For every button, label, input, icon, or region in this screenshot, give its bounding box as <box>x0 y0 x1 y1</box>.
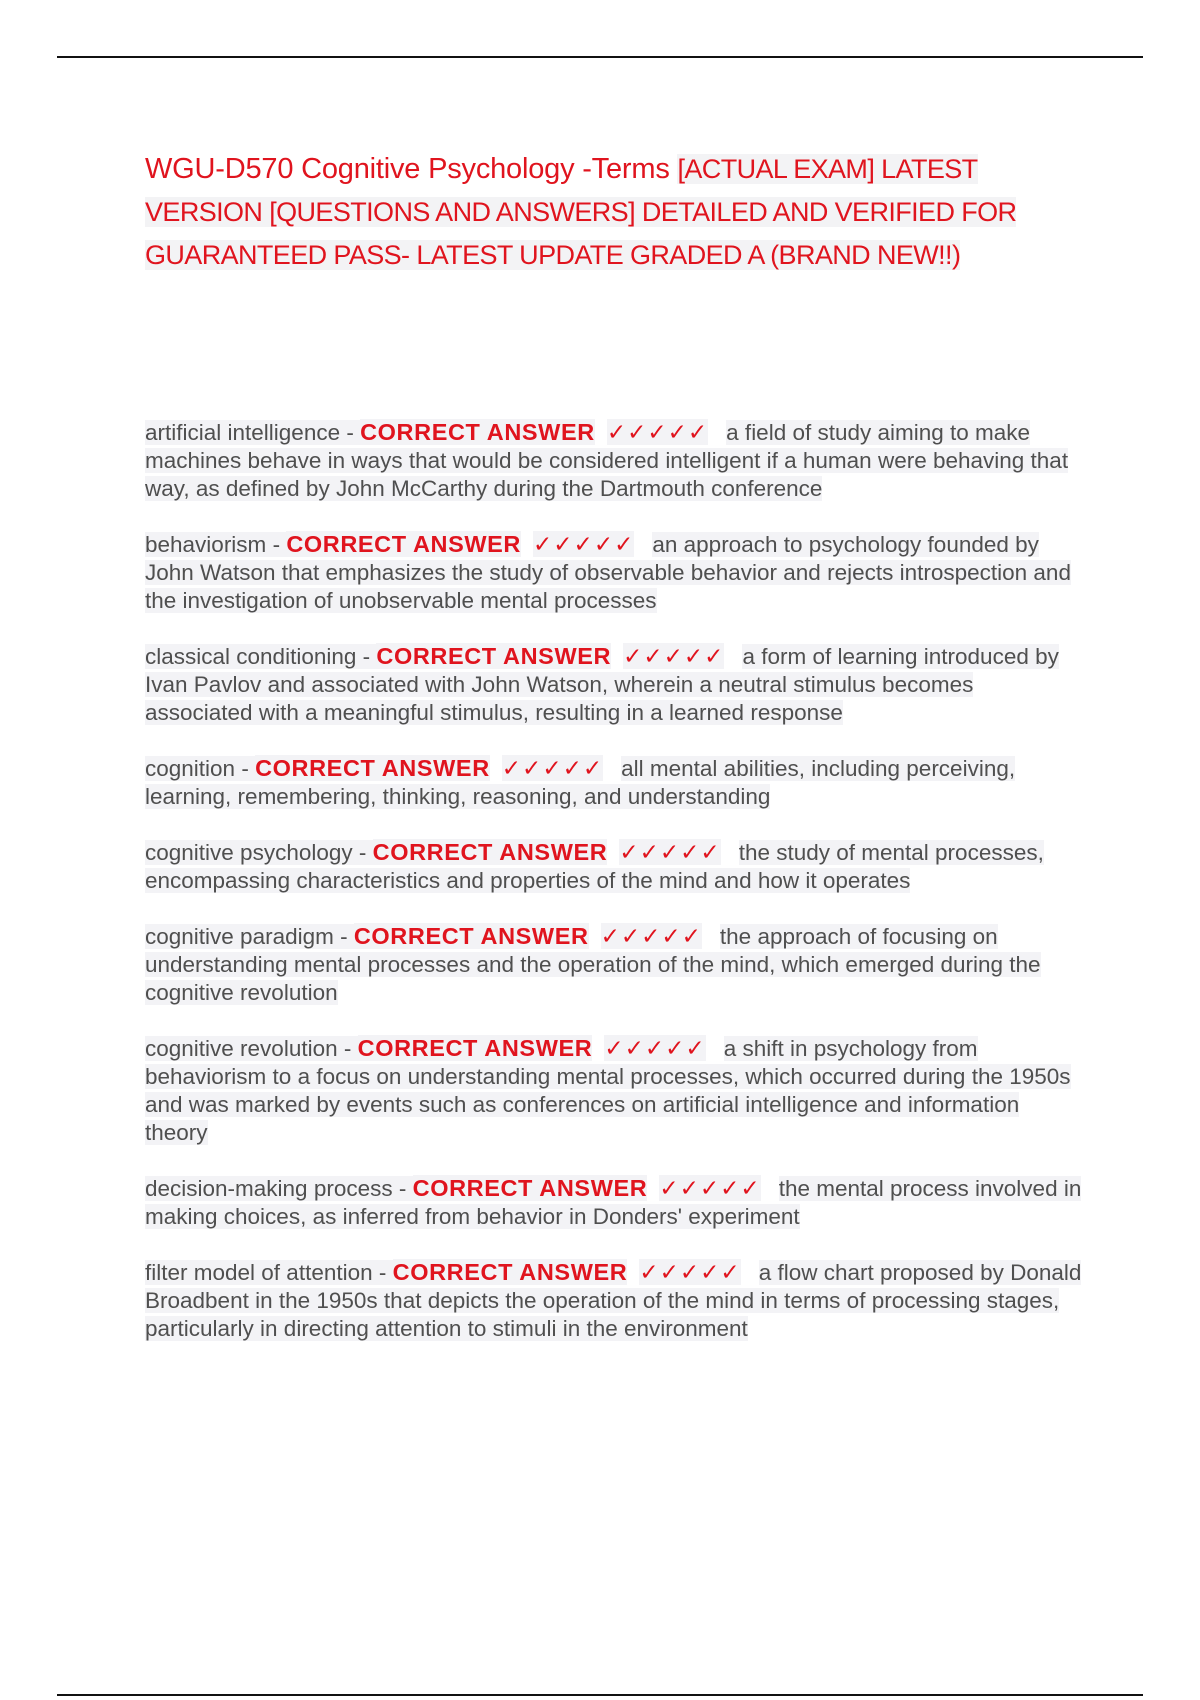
definition: a field of study aiming to make machines behave in ways that would be considered intelligent if a human were behaving that way, as defined by John McCarthy during the Dartmouth conference <box>145 420 1069 501</box>
definition: the mental process involved in making choices, as inferred from behavior in Donders' experiment <box>145 1176 1082 1229</box>
term-entry <box>145 642 1085 727</box>
separator: - <box>356 644 377 669</box>
separator: - <box>333 924 354 949</box>
correct-answer-label: CORRECT ANSWER <box>412 1175 648 1201</box>
title-rest: [ACTUAL EXAM] LATEST VERSION [QUESTIONS AND ANSWERS] DETAILED AND VERIFIED FOR GUARANTEED PASS- LATEST UPDATE GRADED A (BRAND NEW!!) <box>145 154 1017 270</box>
term: classical conditioning <box>145 644 357 669</box>
separator: - <box>392 1176 413 1201</box>
top-rule <box>57 56 1143 58</box>
definition: a form of learning introduced by Ivan Pavlov and associated with John Watson, wherein a neutral stimulus becomes associated with a meaningful stimulus, resulting in a learned response <box>145 644 1059 725</box>
document-title <box>145 148 1085 277</box>
checkmarks-icon: ✓✓✓✓✓ <box>619 839 721 865</box>
definition: an approach to psychology founded by John Watson that emphasizes the study of observable behavior and rejects introspection and the investigation of unobservable mental processes <box>145 532 1071 613</box>
separator: - <box>337 1036 358 1061</box>
term-entry <box>145 418 1085 503</box>
term: cognition <box>145 756 236 781</box>
checkmarks-icon: ✓✓✓✓✓ <box>533 531 635 557</box>
definition: the approach of focusing on understanding mental processes and the operation of the mind, which emerged during the cognitive revolution <box>145 924 1041 1005</box>
correct-answer-label: CORRECT ANSWER <box>357 1035 593 1061</box>
definition: all mental abilities, including perceiving, learning, remembering, thinking, reasoning, and understanding <box>145 756 1016 809</box>
definition: the study of mental processes, encompassing characteristics and properties of the mind and how it operates <box>145 840 1044 893</box>
correct-answer-label: CORRECT ANSWER <box>360 419 595 445</box>
term-entry <box>145 1034 1085 1147</box>
correct-answer-label: CORRECT ANSWER <box>392 1259 628 1285</box>
term-entry <box>145 530 1085 615</box>
correct-answer-label: CORRECT ANSWER <box>353 923 589 949</box>
checkmarks-icon: ✓✓✓✓✓ <box>501 755 604 781</box>
separator: - <box>340 420 361 445</box>
checkmarks-icon: ✓✓✓✓✓ <box>639 1259 741 1285</box>
correct-answer-label: CORRECT ANSWER <box>255 755 490 781</box>
term-entry <box>145 1258 1085 1343</box>
separator: - <box>266 532 287 557</box>
correct-answer-label: CORRECT ANSWER <box>372 839 608 865</box>
term: artificial intelligence <box>145 420 341 445</box>
term: cognitive paradigm <box>145 924 334 949</box>
term: cognitive psychology <box>145 840 353 865</box>
term-entry <box>145 838 1085 895</box>
term-entry <box>145 922 1085 1007</box>
separator: - <box>235 756 256 781</box>
term: cognitive revolution <box>145 1036 338 1061</box>
term: filter model of attention <box>145 1260 373 1285</box>
term-entry <box>145 1174 1085 1231</box>
definition: a flow chart proposed by Donald Broadbent in the 1950s that depicts the operation of the mind in terms of processing stages, particularly in directing attention to stimuli in the environment <box>145 1260 1082 1341</box>
term-list <box>145 418 1085 1370</box>
checkmarks-icon: ✓✓✓✓✓ <box>606 419 709 445</box>
correct-answer-label: CORRECT ANSWER <box>286 531 522 557</box>
separator: - <box>352 840 373 865</box>
checkmarks-icon: ✓✓✓✓✓ <box>600 923 702 949</box>
checkmarks-icon: ✓✓✓✓✓ <box>604 1035 706 1061</box>
separator: - <box>372 1260 393 1285</box>
term: behaviorism <box>145 532 267 557</box>
term-entry <box>145 754 1085 811</box>
bottom-rule <box>57 1694 1143 1696</box>
correct-answer-label: CORRECT ANSWER <box>376 643 612 669</box>
checkmarks-icon: ✓✓✓✓✓ <box>623 643 725 669</box>
term: decision-making process <box>145 1176 393 1201</box>
definition: a shift in psychology from behaviorism to a focus on understanding mental processes, which occurred during the 1950s and was marked by events such as conferences on artificial intelligence and information theory <box>145 1036 1071 1145</box>
checkmarks-icon: ✓✓✓✓✓ <box>659 1175 761 1201</box>
title-lead: WGU-D570 Cognitive Psychology -Terms <box>145 153 678 185</box>
